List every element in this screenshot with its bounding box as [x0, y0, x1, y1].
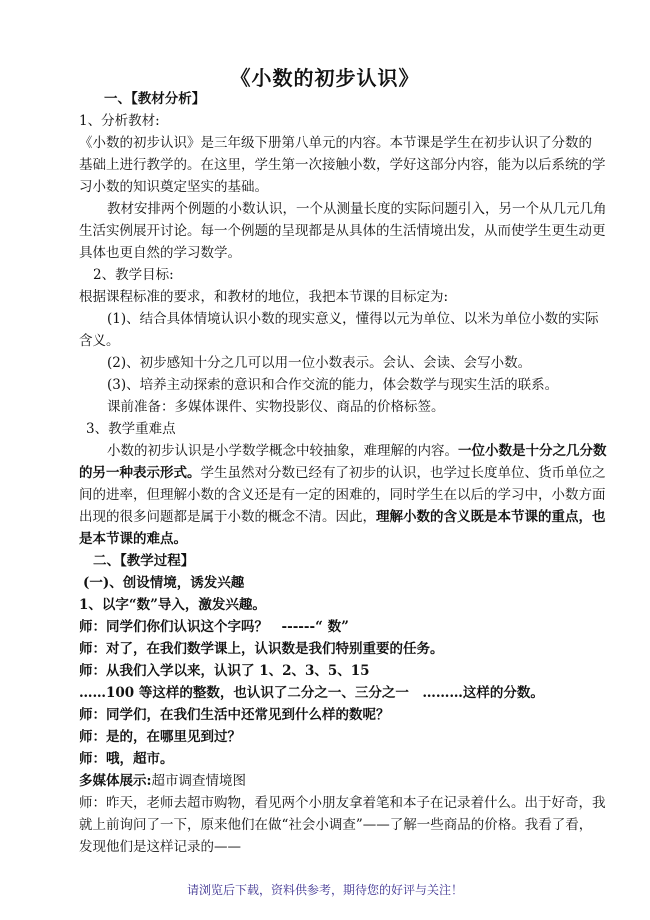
paragraph-line	[79, 463, 606, 483]
dialogue-line: 师：对了，在我们数学课上，认识数是我们特别重要的任务。	[79, 641, 444, 657]
footer-note: 请浏览后下载，资料供参考，期待您的好评与关注！	[186, 883, 463, 897]
goals-label: 2、教学目标:	[93, 267, 174, 283]
goal-item: (2)、初步感知十分之几可以用一位小数表示。会认、会读、会写小数。	[107, 355, 532, 371]
section-heading-process: 二、【教学过程】	[93, 553, 195, 569]
goals-intro: 根据课程标准的要求，和教材的地位，我把本节课的目标定为:	[79, 289, 449, 305]
normal-text: 学生虽然对分数已经有了初步的认识，也学过长度单位、货币单位之	[200, 465, 606, 481]
dialogue-line: ……100 等这样的整数，也认识了二分之一、三分之一 ………这样的分数。	[79, 685, 544, 701]
dialogue-line: 师：从我们入学以来，认识了 1、2、3、5、15	[79, 663, 370, 679]
narrative-line: 就上前询问了一下，原来他们在做“社会小调查”——了解一些商品的价格。我看了看，	[79, 817, 593, 833]
dialogue-line: 师：同学们，在我们生活中还常见到什么样的数呢？	[79, 707, 390, 723]
goal-item: (1)、结合具体情境认识小数的现实意义，懂得以元为单位、以米为单位小数的实际	[107, 311, 599, 327]
paragraph-line	[79, 507, 606, 527]
paragraph-line: 《小数的初步认识》是三年级下册第八单元的内容。本节课是学生在初步认识了分数的	[79, 135, 592, 151]
media-line	[79, 771, 246, 791]
step-heading: 1、以字“数”导入，激发兴趣。	[79, 597, 266, 613]
paragraph-line: 生活实例展开讨论。每一个例题的呈现都是从具体的生活情境出发，从而使学生更生动更	[79, 223, 606, 239]
document-title: 《小数的初步认识》	[230, 66, 420, 90]
goal-item-continued: 含义。	[79, 333, 120, 349]
paragraph-line: 具体也更自然的学习数学。	[79, 245, 241, 261]
bold-text: 的另一种表示形式。	[79, 465, 201, 481]
paragraph-line: 是本节课的难点。	[79, 531, 187, 547]
bold-text: 理解小数的含义既是本节课的重点，也	[376, 509, 606, 525]
media-text: 超市调查情境图	[151, 773, 246, 789]
paragraph-line: 习小数的知识奠定坚实的基础。	[79, 179, 268, 195]
paragraph-line: 基础上进行教学的。在这里，学生第一次接触小数，学好这部分内容，能为以后系统的学	[79, 157, 606, 173]
preparation-note: 课前准备：多媒体课件、实物投影仪、商品的价格标签。	[107, 399, 445, 415]
keypoints-label: 3、教学重难点	[86, 421, 176, 437]
goal-item: (3)、培养主动探索的意识和合作交流的能力，体会数学与现实生活的联系。	[107, 377, 559, 393]
paragraph-line: 教材安排两个例题的小数认识，一个从测量长度的实际问题引入，另一个从几元几角	[107, 201, 607, 217]
normal-text: 小数的初步认识是小学数学概念中较抽象，难理解的内容。	[107, 443, 458, 459]
bold-text: 一位小数是十分之几分数	[458, 443, 607, 459]
media-label: 多媒体展示:	[79, 773, 152, 789]
paragraph-line: 间的进率，但理解小数的含义还是有一定的困难的，同时学生在以后的学习中，小数方面	[79, 487, 606, 503]
narrative-line: 师：昨天，老师去超市购物，看见两个小朋友拿着笔和本子在记录着什么。出于好奇，我	[79, 795, 606, 811]
analysis-label: 1、分析教材:	[79, 113, 160, 129]
section-heading-analysis: 一、【教材分析】	[104, 91, 206, 107]
paragraph-line	[107, 441, 607, 461]
subsection-heading: (一)、创设情境，诱发兴趣	[83, 575, 245, 591]
dialogue-line: 师：哦，超市。	[79, 751, 174, 767]
narrative-line: 发现他们是这样记录的——	[79, 839, 241, 855]
dialogue-line: 师：同学们你们认识这个字吗？ ------“ 数”	[79, 619, 349, 635]
normal-text: 出现的很多问题都是属于小数的概念不清。因此，	[79, 509, 376, 525]
dialogue-line: 师：是的，在哪里见到过？	[79, 729, 241, 745]
